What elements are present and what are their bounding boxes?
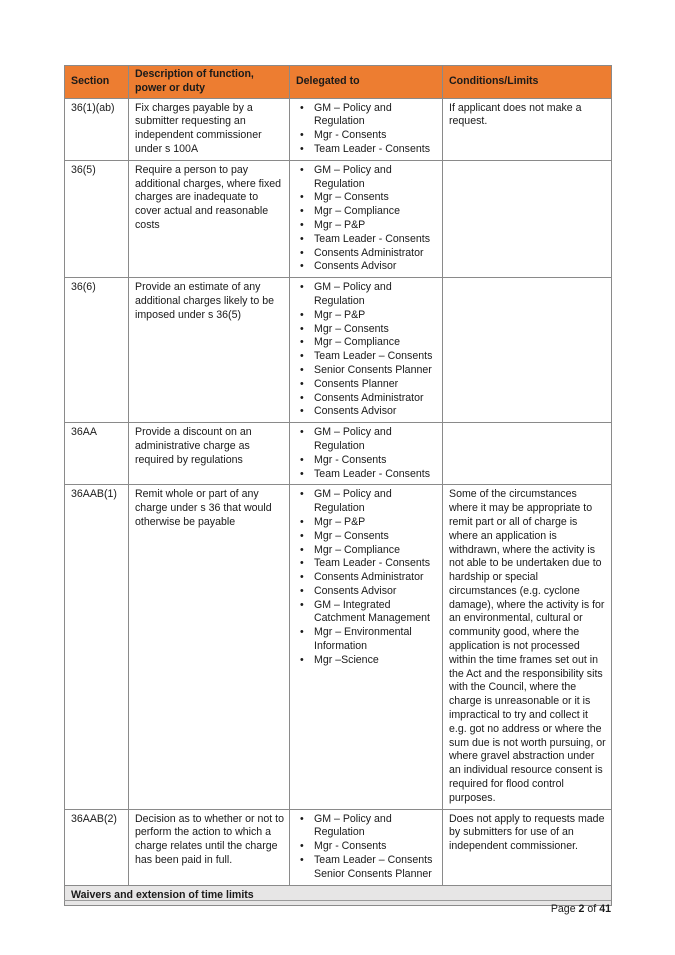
total-pages: 41 [599, 903, 611, 915]
delegate-list-item: • Mgr – Consents [314, 323, 437, 337]
delegate-list-item: • Mgr – Environmental Information [314, 626, 437, 654]
cell-conditions [443, 160, 612, 277]
delegate-list-item: • Consents Advisor [314, 260, 437, 274]
cell-delegated-to [290, 98, 443, 160]
delegate-list-item: • GM – Policy and Regulation [314, 813, 437, 841]
cell-delegated-to [290, 485, 443, 809]
cell-conditions: If applicant does not make a request. [443, 98, 612, 160]
header-delegated-to: Delegated to [290, 66, 443, 99]
delegate-list-item: • Mgr – P&P [314, 219, 437, 233]
delegate-list-item: • Mgr – Compliance [314, 205, 437, 219]
delegate-list-item: • Senior Consents Planner [314, 364, 437, 378]
header-conditions: Conditions/Limits [443, 66, 612, 99]
delegate-list-item: • Team Leader - Consents [314, 143, 437, 157]
delegation-table [64, 65, 612, 906]
section-heading-row [65, 885, 612, 906]
table-row [65, 98, 612, 160]
delegate-list-item: • Mgr – Consents [314, 530, 437, 544]
cell-section: 36(5) [65, 160, 129, 277]
delegate-list-item: • GM – Policy and Regulation [314, 488, 437, 516]
cell-description: Require a person to pay additional charges, where fixed charges are inadequate to cover actual and reasonable costs [129, 160, 290, 277]
cell-delegated-to [290, 278, 443, 423]
footer-divider [64, 900, 611, 901]
delegate-list [296, 813, 437, 882]
delegate-list-item: • Consents Advisor [314, 405, 437, 419]
delegate-list-item: • GM – Policy and Regulation [314, 164, 437, 192]
cell-description: Provide an estimate of any additional charges likely to be imposed under s 36(5) [129, 278, 290, 423]
cell-delegated-to [290, 160, 443, 277]
delegate-list [296, 426, 437, 481]
delegate-list [296, 281, 437, 419]
page-label: Page [550, 903, 576, 915]
delegate-list-item: • Consents Administrator [314, 392, 437, 406]
cell-conditions [443, 423, 612, 485]
delegate-list-item: • Mgr – Compliance [314, 336, 437, 350]
delegate-list-item: • Team Leader – Consents [314, 350, 437, 364]
delegate-list-item: • Mgr - Consents [314, 454, 437, 468]
cell-conditions [443, 278, 612, 423]
cell-section: 36(1)(ab) [65, 98, 129, 160]
page-number-footer [551, 903, 611, 915]
delegate-list-item: • GM – Policy and Regulation [314, 102, 437, 130]
delegate-list-item: • Team Leader - Consents [314, 468, 437, 482]
delegate-list [296, 164, 437, 274]
section-heading: Waivers and extension of time limits [65, 885, 612, 906]
cell-description: Fix charges payable by a submitter requesting an independent commissioner under s 100A [129, 98, 290, 160]
cell-section: 36AAB(2) [65, 809, 129, 885]
table-row [65, 809, 612, 885]
delegate-list [296, 488, 437, 667]
delegate-list-item: • Mgr –Science [314, 654, 437, 668]
table-row [65, 423, 612, 485]
cell-conditions: Some of the circumstances where it may be appropriate to remit part or all of charge is where an application is withdrawn, where the activity is not able to be undertaken due to hardship or special circumstances (e.g. cyclone damage), where the activity is for an environmental, cultural or community good, where the application is not processed within the time frames set out in the Act and the responsibility sits with the Council, where the charge is unreasonable or it is impractical to try and collect it e.g. got no address or where the sum due is not worth pursuing, or where gravel abstraction under an individual resource consent is required for flood control purposes. [443, 485, 612, 809]
table-row [65, 485, 612, 809]
page-number: 2 [578, 903, 585, 915]
delegate-list-item: • Team Leader – Consents Senior Consents Planner [314, 854, 437, 882]
delegate-list-item: • Mgr – P&P [314, 516, 437, 530]
cell-conditions: Does not apply to requests made by submitters for use of an independent commissioner. [443, 809, 612, 885]
cell-description: Remit whole or part of any charge under s 36 that would otherwise be payable [129, 485, 290, 809]
delegate-list-item: • Team Leader - Consents [314, 557, 437, 571]
delegate-list-item: • Consents Administrator [314, 571, 437, 585]
table-row [65, 160, 612, 277]
cell-section: 36(6) [65, 278, 129, 423]
delegate-list-item: • GM – Policy and Regulation [314, 281, 437, 309]
header-section: Section [65, 66, 129, 99]
delegate-list-item: • Team Leader - Consents [314, 233, 437, 247]
delegate-list-item: • GM – Integrated Catchment Management [314, 599, 437, 627]
table-body [65, 98, 612, 906]
delegate-list-item: • Consents Advisor [314, 585, 437, 599]
of-label: of [587, 903, 597, 915]
cell-delegated-to [290, 423, 443, 485]
cell-section: 36AA [65, 423, 129, 485]
cell-section: 36AAB(1) [65, 485, 129, 809]
cell-description: Decision as to whether or not to perform the action to which a charge relates until the charge has been paid in full. [129, 809, 290, 885]
delegate-list-item: • Mgr – P&P [314, 309, 437, 323]
table-row [65, 278, 612, 423]
delegate-list-item: • GM – Policy and Regulation [314, 426, 437, 454]
delegate-list-item: • Mgr – Compliance [314, 544, 437, 558]
delegate-list-item: • Mgr - Consents [314, 129, 437, 143]
delegate-list-item: • Mgr - Consents [314, 840, 437, 854]
delegate-list-item: • Consents Administrator [314, 247, 437, 261]
table-header-row [65, 66, 612, 99]
header-description: Description of function, power or duty [129, 66, 290, 99]
delegate-list-item: • Mgr – Consents [314, 191, 437, 205]
delegate-list [296, 102, 437, 157]
delegate-list-item: • Consents Planner [314, 378, 437, 392]
cell-delegated-to [290, 809, 443, 885]
cell-description: Provide a discount on an administrative charge as required by regulations [129, 423, 290, 485]
